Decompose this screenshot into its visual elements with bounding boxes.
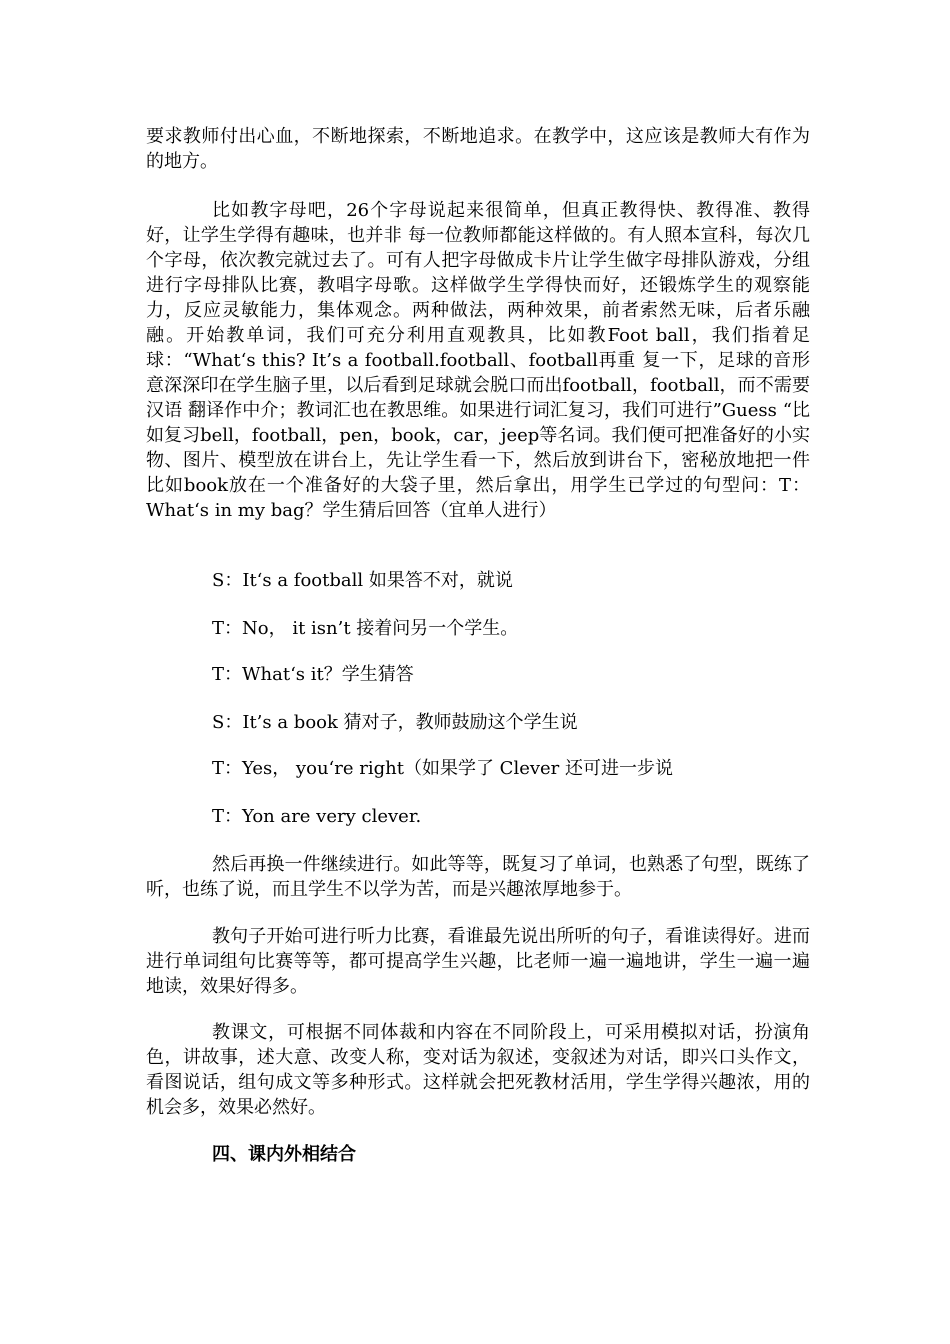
dialog-line: T：What‘s it？学生猜答: [212, 664, 414, 685]
paragraph-teaching-texts: 教课文，可根据不同体裁和内容在不同阶段上，可采用模拟对话，扮演角色，讲故事，述大意、改变人称，变对话为叙述，变叙述为对话，即兴口头作文，看图说话，组句成文等多种形式。这样就会把死教材活用，学生学得兴趣浓，用的机会多，效果必然好。: [146, 1022, 810, 1118]
paragraph-review-continues: 然后再换一件继续进行。如此等等，既复习了单词，也熟悉了句型，既练了听，也练了说，而且学生不以学为苦，而是兴趣浓厚地参于。: [146, 854, 810, 900]
section-heading: 四、课内外相结合: [212, 1144, 356, 1165]
paragraph-teaching-sentences: 教句子开始可进行听力比赛，看谁最先说出所听的句子，看谁读得好。进而进行单词组句比赛等等，都可提高学生兴趣，比老师一遍一遍地讲，学生一遍一遍地读，效果好得多。: [146, 926, 810, 997]
dialog-line: S：It’s a book 猜对子，教师鼓励这个学生说: [212, 712, 578, 733]
paragraph-letters-and-words: 比如教字母吧，26个字母说起来很简单，但真正教得快、教得准、教得好，让学生学得有趣味，也并非 每一位教师都能这样做的。有人照本宣科，每次几个字母，依次教完就过去了。可有人把字母做成卡片让学生做字母排队游戏，分组进行字母排队比赛，教唱字母歌。这样做学生学得快而好，还锻炼学生的观察能力，反应灵敏能力，集体观念。两种做法，两种效果，前者索然无味，后者乐融融。开始教单词，我们可充分利用直观教具，比如教Foot ball，我们指着足球：“What‘s this? It’s a football.football、football再重 复一下，足球的音形意深深印在学生脑子里，以后看到足球就会脱口而出football，football，而不需要汉语 翻译作中介；教词汇也在教思维。如果进行词汇复习，我们可进行”Guess “比如复习bell，football，pen，book，car，jeep等名词。我们便可把准备好的小实物、图片、模型放在讲台上，先让学生看一下，然后放到讲台下，密秘放地把一件比如book放在一个准备好的大袋子里，然后拿出，用学生已学过的句型问：T：What‘s in my bag？学生猜后回答（宜单人进行）: [146, 200, 810, 521]
dialog-line: S：It‘s a football 如果答不对，就说: [212, 570, 513, 591]
dialog-line: T：Yes， you‘re right（如果学了 Clever 还可进一步说: [212, 758, 673, 779]
paragraph-intro-continuation: 要求教师付出心血，不断地探索，不断地追求。在教学中，这应该是教师大有作为的地方。: [146, 126, 810, 172]
dialog-line: T：No， it isn’t 接着问另一个学生。: [212, 618, 519, 639]
dialog-line: T：Yon are very clever.: [212, 806, 422, 827]
